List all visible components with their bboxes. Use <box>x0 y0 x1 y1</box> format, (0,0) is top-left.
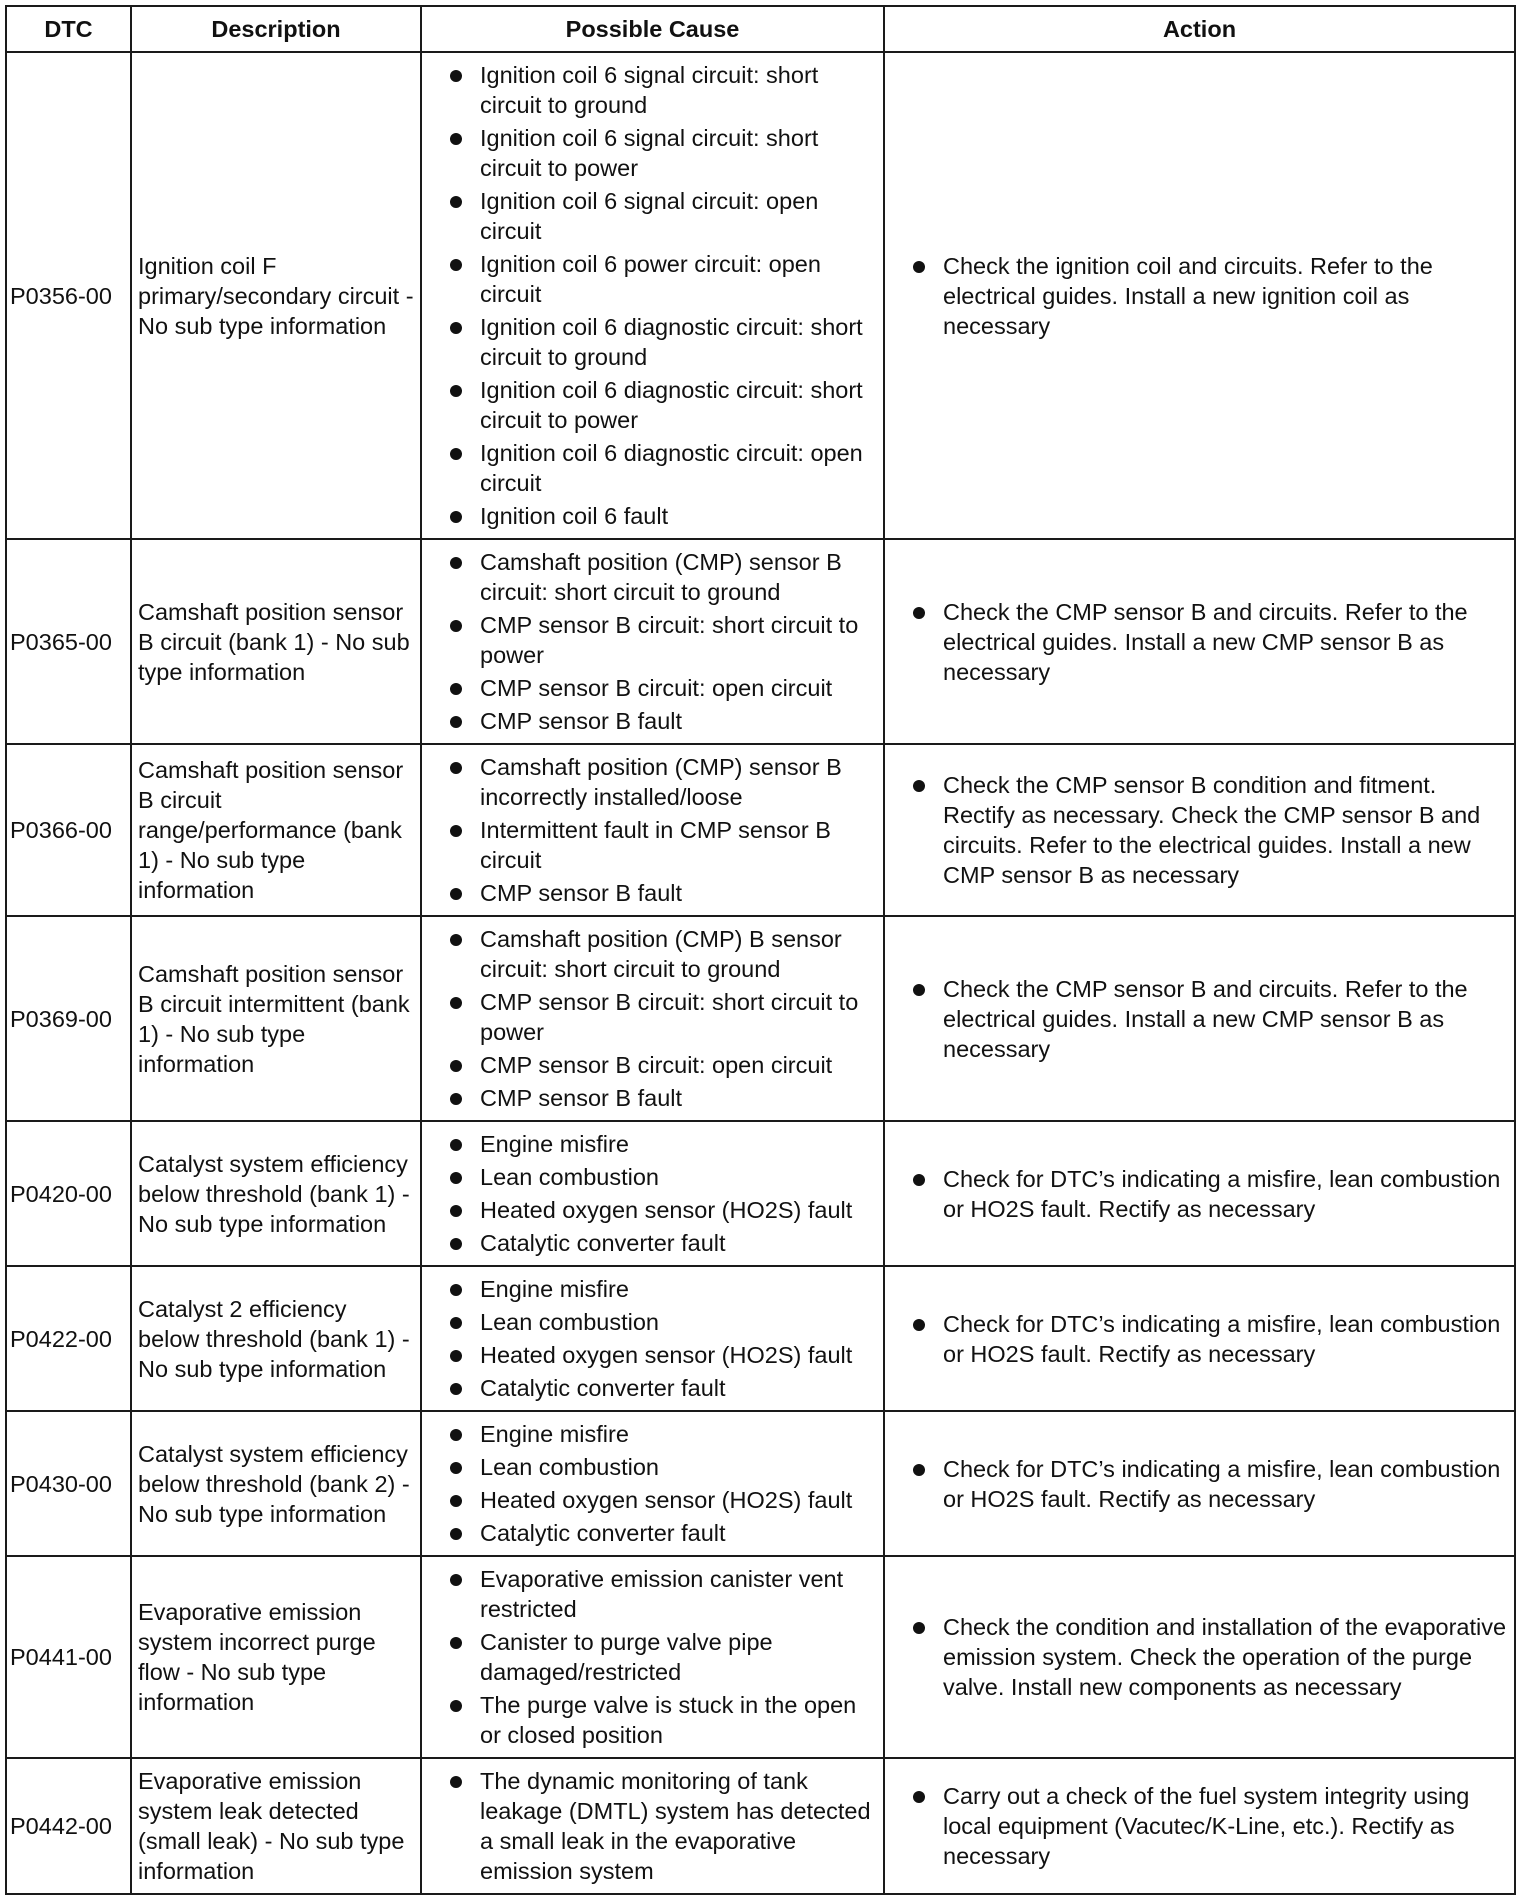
possible-cause-item: Ignition coil 6 diagnostic circuit: open circuit <box>428 438 877 498</box>
possible-cause-cell <box>421 1556 884 1758</box>
possible-cause-cell <box>421 744 884 916</box>
dtc-table <box>5 5 1516 1895</box>
possible-cause-item: Camshaft position (CMP) sensor B circuit: short circuit to ground <box>428 547 877 607</box>
action-item: Check for DTC’s indicating a misfire, lean combustion or HO2S fault. Rectify as necessary <box>891 1164 1508 1224</box>
action-cell <box>884 744 1515 916</box>
possible-cause-cell <box>421 1121 884 1266</box>
header-description: Description <box>131 6 421 52</box>
possible-cause-item: CMP sensor B circuit: open circuit <box>428 673 877 703</box>
possible-cause-item: Ignition coil 6 power circuit: open circuit <box>428 249 877 309</box>
possible-cause-item: The dynamic monitoring of tank leakage (DMTL) system has detected a small leak in the evaporative emission system <box>428 1766 877 1886</box>
possible-cause-item: Heated oxygen sensor (HO2S) fault <box>428 1195 877 1225</box>
possible-cause-item: Canister to purge valve pipe damaged/restricted <box>428 1627 877 1687</box>
table-row <box>6 1758 1515 1894</box>
possible-cause-list <box>428 1274 877 1403</box>
action-list <box>891 770 1508 890</box>
possible-cause-item: Camshaft position (CMP) B sensor circuit: short circuit to ground <box>428 924 877 984</box>
possible-cause-item: Lean combustion <box>428 1452 877 1482</box>
dtc-code: P0422-00 <box>6 1266 131 1411</box>
dtc-description: Catalyst system efficiency below threshold (bank 1) - No sub type information <box>131 1121 421 1266</box>
possible-cause-list <box>428 547 877 736</box>
possible-cause-list <box>428 752 877 908</box>
possible-cause-cell <box>421 1758 884 1894</box>
possible-cause-item: The purge valve is stuck in the open or closed position <box>428 1690 877 1750</box>
action-cell <box>884 52 1515 539</box>
dtc-code: P0369-00 <box>6 916 131 1121</box>
possible-cause-item: Engine misfire <box>428 1274 877 1304</box>
possible-cause-item: Ignition coil 6 signal circuit: short circuit to ground <box>428 60 877 120</box>
action-cell <box>884 539 1515 744</box>
possible-cause-item: Evaporative emission canister vent restricted <box>428 1564 877 1624</box>
dtc-code: P0366-00 <box>6 744 131 916</box>
possible-cause-item: Catalytic converter fault <box>428 1373 877 1403</box>
action-list <box>891 974 1508 1064</box>
header-dtc: DTC <box>6 6 131 52</box>
dtc-description: Camshaft position sensor B circuit intermittent (bank 1) - No sub type information <box>131 916 421 1121</box>
dtc-code: P0430-00 <box>6 1411 131 1556</box>
possible-cause-item: Ignition coil 6 fault <box>428 501 877 531</box>
action-item: Carry out a check of the fuel system integrity using local equipment (Vacutec/K-Line, etc.). Rectify as necessary <box>891 1781 1508 1871</box>
possible-cause-list <box>428 1419 877 1548</box>
possible-cause-item: Engine misfire <box>428 1419 877 1449</box>
action-list <box>891 1309 1508 1369</box>
possible-cause-cell <box>421 916 884 1121</box>
dtc-description: Camshaft position sensor B circuit range/performance (bank 1) - No sub type information <box>131 744 421 916</box>
possible-cause-cell <box>421 52 884 539</box>
possible-cause-item: Lean combustion <box>428 1307 877 1337</box>
action-item: Check for DTC’s indicating a misfire, lean combustion or HO2S fault. Rectify as necessary <box>891 1309 1508 1369</box>
possible-cause-item: Catalytic converter fault <box>428 1518 877 1548</box>
action-item: Check the condition and installation of the evaporative emission system. Check the operation of the purge valve. Install new components as necessary <box>891 1612 1508 1702</box>
action-item: Check the CMP sensor B condition and fitment. Rectify as necessary. Check the CMP sensor B and circuits. Refer to the electrical guides. Install a new CMP sensor B as necessary <box>891 770 1508 890</box>
action-cell <box>884 1556 1515 1758</box>
action-list <box>891 1612 1508 1702</box>
possible-cause-item: Camshaft position (CMP) sensor B incorrectly installed/loose <box>428 752 877 812</box>
possible-cause-item: Ignition coil 6 signal circuit: short circuit to power <box>428 123 877 183</box>
possible-cause-item: Catalytic converter fault <box>428 1228 877 1258</box>
dtc-description: Camshaft position sensor B circuit (bank 1) - No sub type information <box>131 539 421 744</box>
action-cell <box>884 1758 1515 1894</box>
possible-cause-item: Heated oxygen sensor (HO2S) fault <box>428 1340 877 1370</box>
possible-cause-item: CMP sensor B fault <box>428 878 877 908</box>
dtc-description: Ignition coil F primary/secondary circuit - No sub type information <box>131 52 421 539</box>
table-row <box>6 744 1515 916</box>
possible-cause-item: Heated oxygen sensor (HO2S) fault <box>428 1485 877 1515</box>
dtc-code: P0420-00 <box>6 1121 131 1266</box>
action-list <box>891 1164 1508 1224</box>
possible-cause-list <box>428 1129 877 1258</box>
header-possible-cause: Possible Cause <box>421 6 884 52</box>
table-row <box>6 1121 1515 1266</box>
possible-cause-item: Intermittent fault in CMP sensor B circuit <box>428 815 877 875</box>
action-cell <box>884 1411 1515 1556</box>
dtc-description: Catalyst system efficiency below threshold (bank 2) - No sub type information <box>131 1411 421 1556</box>
table-row <box>6 916 1515 1121</box>
possible-cause-item: Ignition coil 6 signal circuit: open circuit <box>428 186 877 246</box>
possible-cause-cell <box>421 1266 884 1411</box>
action-item: Check the CMP sensor B and circuits. Refer to the electrical guides. Install a new CMP sensor B as necessary <box>891 597 1508 687</box>
action-list <box>891 597 1508 687</box>
action-cell <box>884 1266 1515 1411</box>
action-cell <box>884 1121 1515 1266</box>
table-row <box>6 539 1515 744</box>
possible-cause-cell <box>421 1411 884 1556</box>
possible-cause-item: CMP sensor B fault <box>428 1083 877 1113</box>
action-item: Check the CMP sensor B and circuits. Refer to the electrical guides. Install a new CMP sensor B as necessary <box>891 974 1508 1064</box>
table-row <box>6 52 1515 539</box>
possible-cause-item: CMP sensor B circuit: open circuit <box>428 1050 877 1080</box>
possible-cause-list <box>428 924 877 1113</box>
possible-cause-item: Ignition coil 6 diagnostic circuit: short circuit to power <box>428 375 877 435</box>
dtc-description: Evaporative emission system incorrect purge flow - No sub type information <box>131 1556 421 1758</box>
dtc-description: Evaporative emission system leak detected (small leak) - No sub type information <box>131 1758 421 1894</box>
dtc-code: P0356-00 <box>6 52 131 539</box>
dtc-code: P0441-00 <box>6 1556 131 1758</box>
action-item: Check the ignition coil and circuits. Refer to the electrical guides. Install a new ignition coil as necessary <box>891 251 1508 341</box>
action-list <box>891 251 1508 341</box>
table-row <box>6 1411 1515 1556</box>
possible-cause-list <box>428 1564 877 1750</box>
possible-cause-item: CMP sensor B circuit: short circuit to power <box>428 987 877 1047</box>
possible-cause-list <box>428 1766 877 1886</box>
action-cell <box>884 916 1515 1121</box>
table-row <box>6 1556 1515 1758</box>
possible-cause-item: Ignition coil 6 diagnostic circuit: short circuit to ground <box>428 312 877 372</box>
dtc-description: Catalyst 2 efficiency below threshold (bank 1) - No sub type information <box>131 1266 421 1411</box>
table-header-row <box>6 6 1515 52</box>
possible-cause-item: CMP sensor B circuit: short circuit to power <box>428 610 877 670</box>
dtc-table-container <box>5 5 1514 1895</box>
possible-cause-item: CMP sensor B fault <box>428 706 877 736</box>
table-row <box>6 1266 1515 1411</box>
possible-cause-cell <box>421 539 884 744</box>
possible-cause-item: Lean combustion <box>428 1162 877 1192</box>
action-item: Check for DTC’s indicating a misfire, lean combustion or HO2S fault. Rectify as necessary <box>891 1454 1508 1514</box>
dtc-code: P0442-00 <box>6 1758 131 1894</box>
header-action: Action <box>884 6 1515 52</box>
table-body <box>6 52 1515 1894</box>
dtc-code: P0365-00 <box>6 539 131 744</box>
possible-cause-list <box>428 60 877 531</box>
action-list <box>891 1454 1508 1514</box>
possible-cause-item: Engine misfire <box>428 1129 877 1159</box>
